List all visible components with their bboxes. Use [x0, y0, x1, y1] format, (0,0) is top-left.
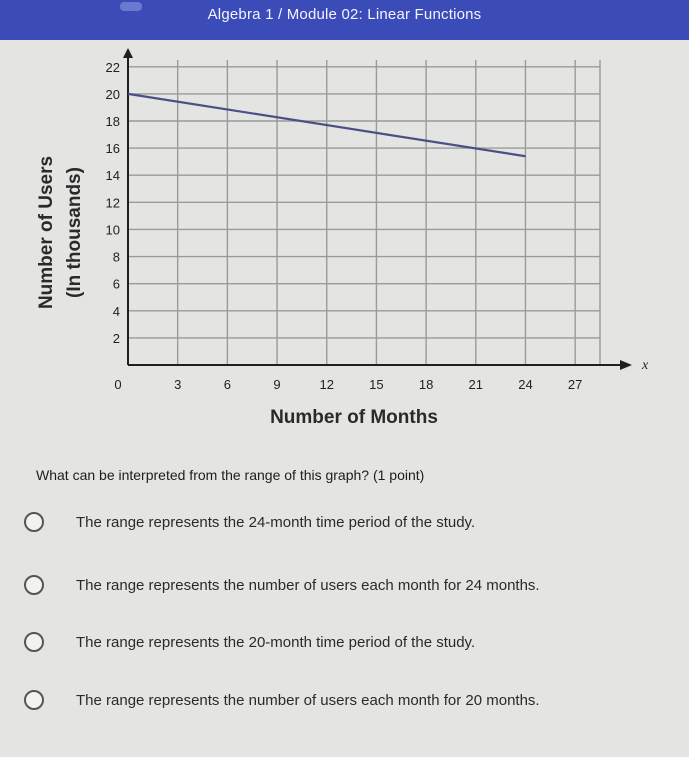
answer-option-label: The range represents the number of users each month for 20 months.: [76, 691, 540, 709]
x-axis-arrow: [620, 360, 632, 370]
answer-option-1[interactable]: [24, 512, 475, 532]
app-header: [0, 0, 689, 40]
question-prompt: What can be interpreted from the range of this graph? (1 point): [36, 467, 425, 483]
y-tick-label: 18: [105, 114, 120, 129]
y-tick-label: 20: [105, 86, 120, 102]
x-tick-label: 9: [273, 377, 281, 392]
answer-option-4[interactable]: [24, 690, 540, 710]
y-tick-label: 8: [112, 249, 120, 265]
module-title: Algebra 1 / Module 02: Linear Functions: [207, 6, 482, 23]
x-tick-label: 6: [223, 377, 231, 392]
y-axis-sublabel: (In thousands): [64, 167, 85, 298]
radio-button[interactable]: [24, 632, 44, 652]
chart-axes: [123, 48, 632, 370]
x-axis-label: Number of Months: [270, 407, 438, 428]
y-axis-arrow: [123, 48, 133, 58]
answer-option-2[interactable]: [24, 575, 540, 595]
y-tick-label: 12: [105, 195, 120, 211]
y-tick-label: 6: [112, 276, 120, 292]
y-tick-label: 10: [105, 222, 120, 238]
answer-option-label: The range represents the 24-month time period of the study.: [76, 513, 476, 531]
answer-option-label: The range represents the number of users each month for 24 months.: [76, 576, 540, 594]
y-tick-label: 2: [112, 330, 120, 346]
y-tick-label: 14: [105, 168, 120, 184]
x-tick-label: 3: [174, 377, 182, 392]
x-tick-label: 24: [518, 377, 533, 392]
x-tick-label: 0: [114, 377, 122, 392]
y-axis-label: Number of Users: [36, 155, 57, 310]
radio-button[interactable]: [24, 512, 44, 532]
answer-option-label: The range represents the 20-month time period of the study.: [76, 633, 476, 651]
app-logo: [120, 2, 142, 11]
radio-button[interactable]: [24, 575, 44, 595]
x-axis-symbol: x: [642, 358, 649, 373]
x-tick-label: 21: [468, 377, 484, 392]
x-tick-label: 15: [369, 377, 384, 392]
answer-option-3[interactable]: [24, 632, 475, 652]
x-tick-label: 12: [319, 377, 334, 392]
x-tick-label: 18: [418, 377, 434, 392]
radio-button[interactable]: [24, 690, 44, 710]
x-tick-label: 27: [567, 377, 583, 392]
y-tick-label: 4: [112, 303, 120, 319]
y-tick-label: 22: [105, 59, 120, 75]
y-tick-label: 16: [105, 141, 120, 157]
line-chart: [0, 40, 689, 440]
